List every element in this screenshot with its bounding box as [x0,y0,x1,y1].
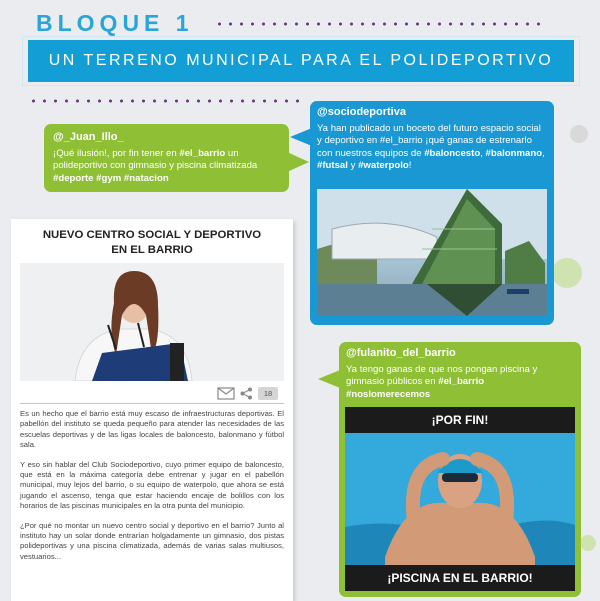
hashtag[interactable]: #baloncesto [424,147,481,159]
tweet-handle[interactable]: @sociodeportiva [317,106,406,118]
decorative-circle [580,535,596,551]
tweet-fulanito [339,342,581,597]
hashtag[interactable]: #noslomerecemos [346,388,431,400]
swimmer-illustration [345,407,575,591]
envelope-icon[interactable] [217,387,235,400]
speaker-illustration [20,263,284,381]
hashtag[interactable]: #futsal [317,160,348,172]
tweet-text: Ya han publicado un boceto del futuro espacio social y deportivo en #el_barrio ¡qué ganas de estrenarlo con nuestros equipos de #baloncesto, #balonmano, #futsal y #waterpolo! [317,122,545,172]
swim-banner-bottom: ¡PISCINA EN EL BARRIO! [345,565,575,591]
tweet-sociodeportiva [310,101,554,325]
fulanito-bubble-tail [318,370,340,388]
section-banner [28,40,574,82]
decorative-circle [570,125,588,143]
article-title: NUEVO CENTRO SOCIAL Y DEPORTIVO EN EL BARRIO [42,229,262,256]
hashtag[interactable]: #el_barrio [438,376,485,388]
speaker-photo [20,263,284,381]
dotted-line-bottom [28,99,300,103]
tweet-juan [44,124,289,192]
article-body [20,409,284,571]
hashtag[interactable]: #waterpolo [358,160,409,172]
hashtag[interactable]: #el_barrio [179,147,226,159]
banner-title: UN TERRENO MUNICIPAL PARA EL POLIDEPORTIVO [48,52,554,69]
tweet-handle[interactable]: @fulanito_del_barrio [346,347,456,359]
socio-bubble-tail [290,128,312,146]
article-paragraph: Y eso sin hablar del Club Sociodeportivo, cuyo primer equipo de baloncesto, que está en la máxima categoría debe entrenar y jugar en el pabellón municipal, muy lejos del barrio, o su equipo de waterpolo, que ahora se está jugando el ascenso, tenga que estar haciendo encaje de bolillos con los horarios de las piscinas municipales en la otra punta del municipio. [20,459,284,511]
tweet-text: ¡Qué ilusión!, por fin tener en #el_barrio un polideportivo con gimnasio y piscina climatizada #deporte #gym #natacion [53,147,258,184]
hashtag[interactable]: #balonmano [485,147,543,159]
decorative-circle [552,258,582,288]
hashtag[interactable]: #deporte #gym #natacion [53,172,169,184]
share-icon[interactable] [240,387,253,400]
tweet-handle[interactable]: @_Juan_Illo_ [53,131,124,143]
swim-banner-top: ¡POR FIN! [345,407,575,433]
comment-count-badge[interactable]: 18 [258,387,278,400]
article-paragraph: ¿Por qué no montar un nuevo centro social y deportivo en el barrio? Junto al instituto hay un solar donde entrarían holgadamente un gimnasio, dos pistas polideportivas y una piscina climatizada, además de varias salas multiusos, vestuarios... [20,520,284,561]
article-divider [20,403,284,404]
juan-bubble-tail [287,152,309,172]
article-paragraph: Es un hecho que el barrio está muy escaso de infraestructuras deportivas. El pabellón del instituto se queda pequeño para atender las necesidades de las escuelas deportivas y de las ligas locales de baloncesto, balonmano y fútbol sala. [20,409,284,450]
block-title: BLOQUE 1 [36,10,194,36]
swimmer-image [345,407,575,591]
tweet-text: Ya tengo ganas de que nos pongan piscina y gimnasio públicos en #el_barrio #noslomerecemos [346,363,538,400]
building-illustration [317,189,547,316]
building-sketch-image [317,189,547,316]
dotted-line-top [214,22,544,26]
news-article [11,219,293,601]
